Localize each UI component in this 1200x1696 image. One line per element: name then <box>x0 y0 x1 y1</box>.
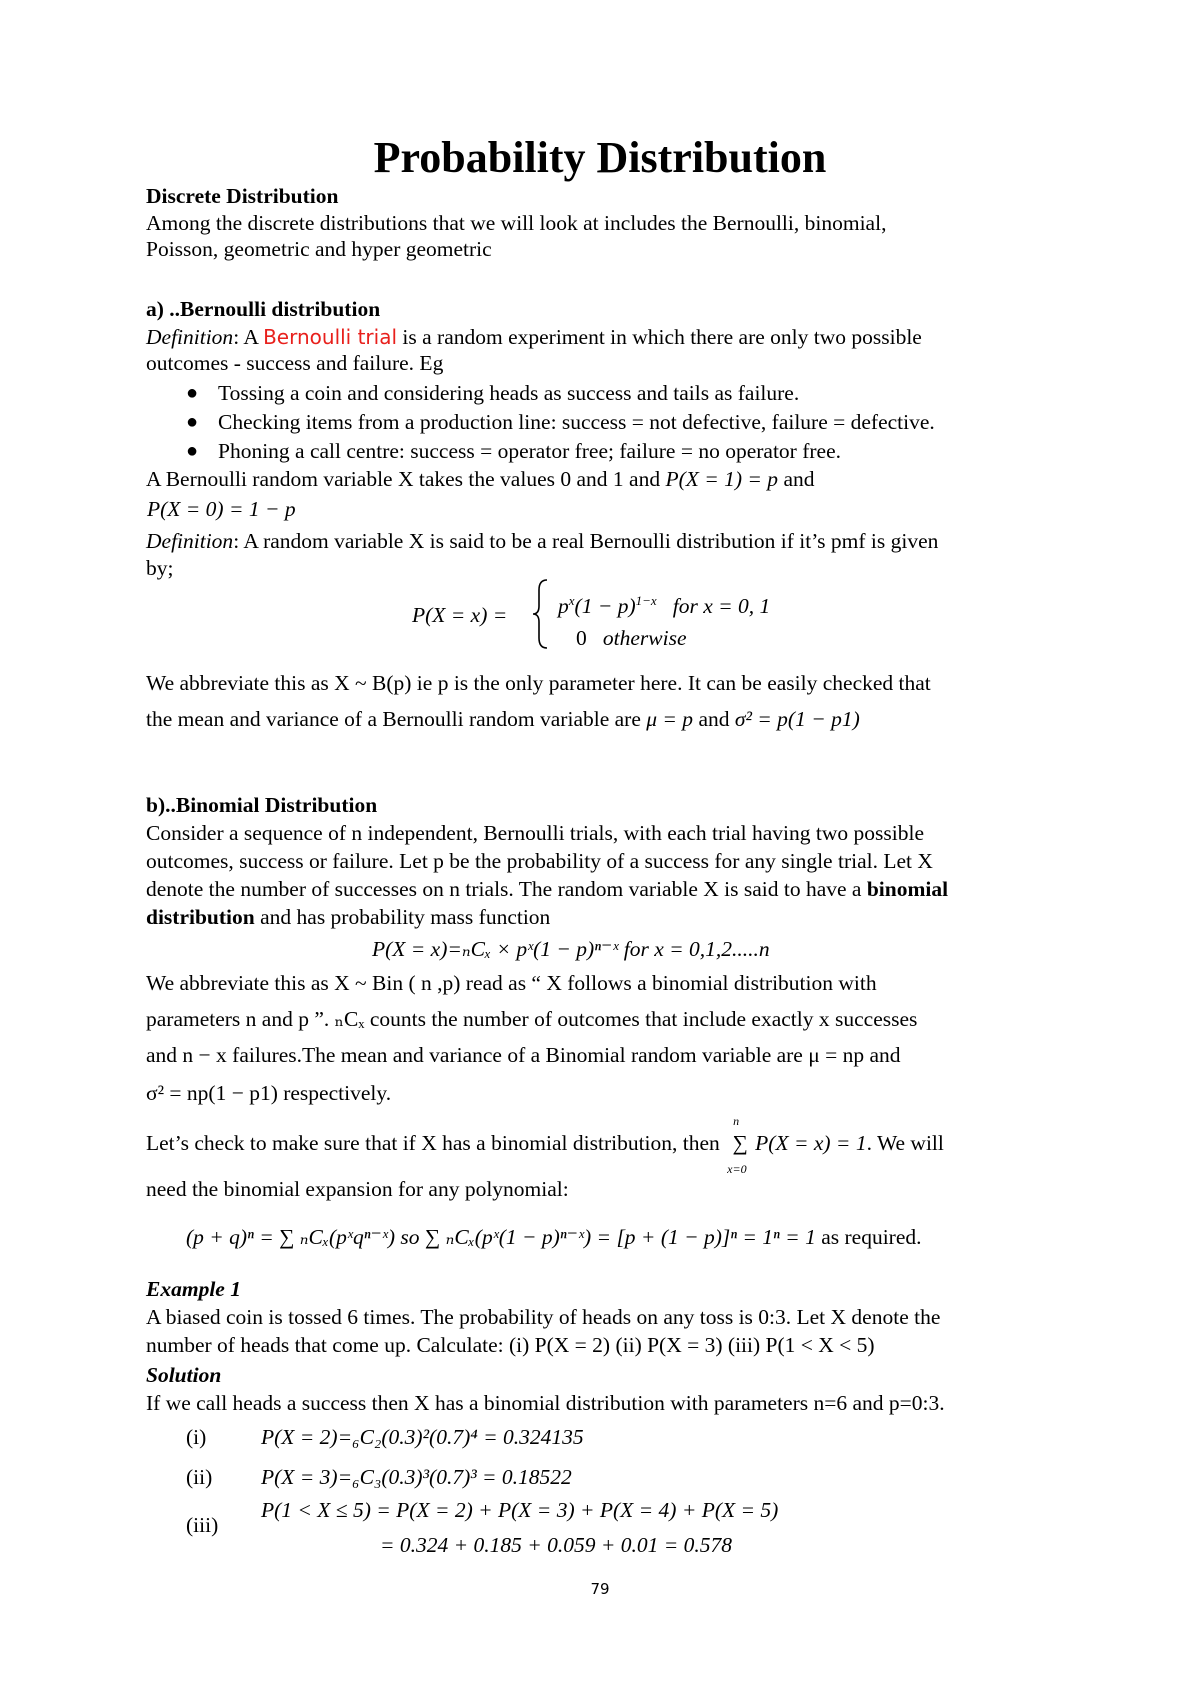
pmf-lhs: P(X = x) = <box>412 603 508 627</box>
pmf-case-1-base: p <box>558 594 569 619</box>
binomial-line-4 <box>146 904 550 930</box>
discrete-heading: Discrete Distribution <box>146 184 339 208</box>
expansion-tail: as required. <box>815 1225 922 1249</box>
binomial-need-expansion: need the binomial expansion for any polynomial: <box>146 1177 569 1201</box>
binomial-line-1: Consider a sequence of n independent, Bernoulli trials, with each trial having two possible <box>146 821 924 845</box>
example-line-2: number of heads that come up. Calculate: (i) P(X = 2) (ii) P(X = 3) (iii) P(1 < X < 5) <box>146 1333 875 1357</box>
bernoulli-rv-line-2: P(X = 0) = 1 − p <box>147 497 296 521</box>
rv-text: A Bernoulli random variable X takes the values 0 and 1 and <box>146 467 666 491</box>
pmf-case-2-value: 0 <box>576 626 587 650</box>
rv-math: P(X = 1) = p <box>665 467 779 491</box>
check-text: Let’s check to make sure that if X has a binomial distribution, then <box>146 1131 726 1155</box>
distribution-bold: distribution <box>146 905 255 929</box>
pmf-case-1: $p^x(1 - p)^{1-x}$ for x = 0, 1 <box>558 593 771 619</box>
discrete-intro-line-2: Poisson, geometric and hyper geometric <box>146 237 492 261</box>
variance-math: σ² = p(1 − p1) <box>734 707 860 731</box>
bernoulli-trial-term: Bernoulli trial <box>263 325 398 349</box>
pmf-case-1-cond: for x = 0, 1 <box>672 594 771 619</box>
binomial-line-4-text: and has probability mass function <box>254 905 551 929</box>
binomial-heading: b)..Binomial Distribution <box>146 793 378 817</box>
sum-upper-limit: n <box>733 1114 740 1128</box>
mean-text: the mean and variance of a Bernoulli random variable are <box>146 707 647 731</box>
binomial-variance: σ² = np(1 − p1) respectively. <box>146 1081 392 1105</box>
check-text-2: . We will <box>866 1131 944 1155</box>
solution-label: Solution <box>146 1363 222 1387</box>
pmf-case-2-cond: otherwise <box>602 626 687 650</box>
example-label: Example 1 <box>146 1277 241 1301</box>
part-number: (ii) <box>186 1465 213 1489</box>
rv-and: and <box>778 467 815 491</box>
bullet-icon: ● <box>186 411 199 433</box>
definition-label: Definition <box>146 529 234 553</box>
part-number: (i) <box>186 1425 207 1449</box>
sum-lower-limit: x=0 <box>727 1162 747 1176</box>
binomial-bold: binomial <box>866 877 949 901</box>
solution-line-1: If we call heads a success then X has a binomial distribution with parameters n=6 and p=0:3. <box>146 1391 945 1415</box>
discrete-intro-line-1: Among the discrete distributions that we will look at includes the Bernoulli, binomial, <box>146 211 887 235</box>
pmf-case-2 <box>576 625 686 651</box>
bernoulli-definition <box>146 324 922 350</box>
page-number: 79 <box>590 1580 610 1598</box>
bernoulli-definition-line-2: outcomes - success and failure. Eg <box>146 351 444 375</box>
bullet-item: Tossing a coin and considering heads as success and tails as failure. <box>218 381 800 405</box>
mean-and: and <box>693 707 735 731</box>
binomial-check <box>146 1114 944 1176</box>
part-iii-line-2: = 0.324 + 0.185 + 0.059 + 0.01 = 0.578 <box>380 1533 733 1557</box>
part-expression: P(X = 2)=₆C₂(0.3)²(0.7)⁴ = 0.324135 <box>261 1425 584 1449</box>
binomial-line-3 <box>146 876 948 902</box>
definition-post: is a random experiment in which there are only two possible <box>397 325 922 349</box>
bernoulli-rv-line <box>146 466 814 492</box>
binomial-parameters: parameters n and p ”. ₙCₓ counts the number of outcomes that include exactly x successes <box>146 1007 918 1031</box>
bullet-item: Checking items from a production line: success = not defective, failure = defective. <box>218 410 935 434</box>
bullet-item: Phoning a call centre: success = operator free; failure = no operator free. <box>218 439 841 463</box>
binomial-line-3-text: denote the number of successes on n trials. The random variable X is said to have a <box>146 877 867 901</box>
part-expression: P(X = 3)=₆C₃(0.3)³(0.7)³ = 0.18522 <box>261 1465 572 1489</box>
definition-pre: : A <box>233 325 264 349</box>
definition-label: Definition <box>146 325 234 349</box>
page-title: Probability Distribution <box>373 133 827 182</box>
binomial-abbreviation: We abbreviate this as X ~ Bin ( n ,p) read as “ X follows a binomial distribution with <box>146 971 877 995</box>
bernoulli-definition-2 <box>146 528 938 554</box>
definition-2-text: : A random variable X is said to be a real Bernoulli distribution if it’s pmf is given <box>233 529 939 553</box>
bernoulli-abbreviation: We abbreviate this as X ~ B(p) ie p is the only parameter here. It can be easily checked that <box>146 671 931 695</box>
left-brace-icon <box>531 578 549 650</box>
mean-math: μ = p <box>646 707 694 731</box>
binomial-expansion <box>186 1224 922 1250</box>
binomial-pmf: P(X = x)=ₙCₓ × pˣ(1 − p)ⁿ⁻ˣ for x = 0,1,2.....n <box>372 937 770 961</box>
check-math: P(X = x) = 1 <box>755 1131 867 1155</box>
bernoulli-heading: a) ..Bernoulli distribution <box>146 297 381 321</box>
binomial-line-2: outcomes, success or failure. Let p be the probability of a success for any single trial. Let X <box>146 849 933 873</box>
pmf-case-1-tail: (1 − p) <box>574 594 636 619</box>
bernoulli-definition-2-line-2: by; <box>146 556 174 580</box>
example-line-1: A biased coin is tossed 6 times. The probability of heads on any toss is 0:3. Let X denote the <box>146 1305 941 1329</box>
part-expression: P(1 < X ≤ 5) = P(X = 2) + P(X = 3) + P(X = 4) + P(X = 5) <box>261 1498 779 1522</box>
part-number: (iii) <box>186 1513 219 1537</box>
summation-icon: ∑ n x=0 <box>725 1130 755 1156</box>
bullet-icon: ● <box>186 382 199 404</box>
bullet-icon: ● <box>186 440 199 462</box>
binomial-failures: and n − x failures.The mean and variance of a Binomial random variable are μ = np and <box>146 1043 901 1067</box>
bernoulli-mean-variance <box>146 706 860 732</box>
expansion-math: (p + q)ⁿ = ∑ ₙCₓ(pˣqⁿ⁻ˣ) so ∑ ₙCₓ(pˣ(1 − p)ⁿ⁻ˣ) = [p + (1 − p)]ⁿ = 1ⁿ = 1 <box>186 1225 816 1249</box>
